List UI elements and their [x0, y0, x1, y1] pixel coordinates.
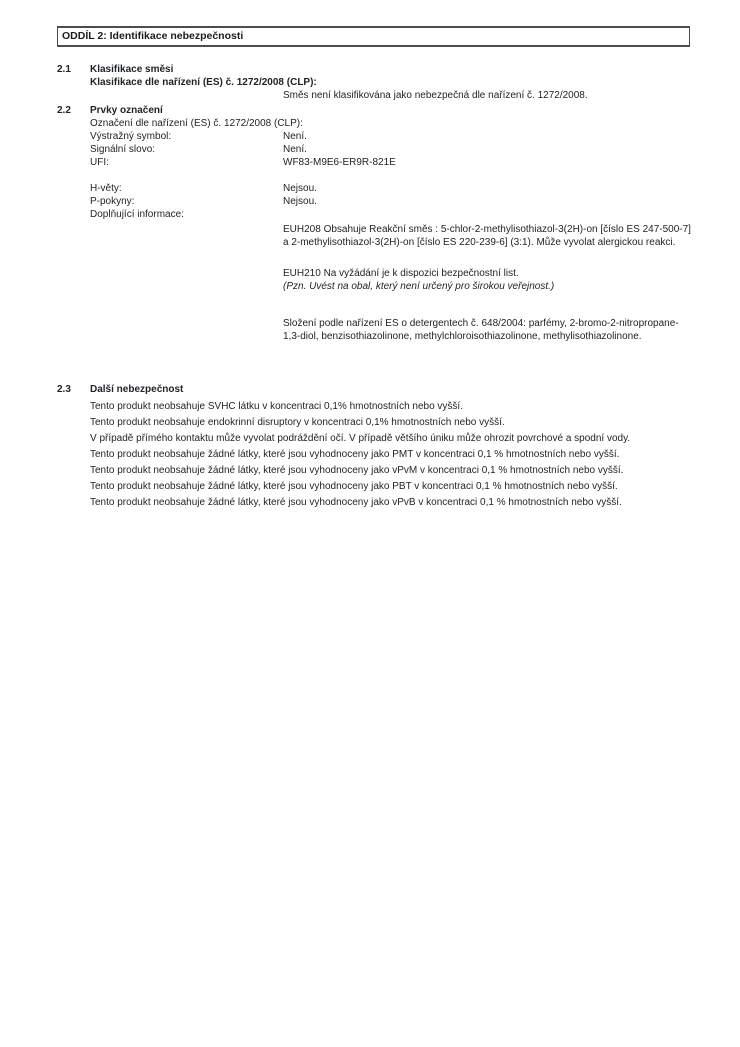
section-2-2-number: 2.2 [57, 105, 71, 116]
section-2-header-title: ODDÍL 2: Identifikace nebezpečnosti [62, 30, 244, 42]
section-2-3 [57, 383, 690, 511]
field-label: UFI: [90, 157, 109, 168]
section-2-1-subtitle: Klasifikace dle nařízení (ES) č. 1272/2008 (CLP): [90, 77, 317, 88]
field-row-ufi [90, 156, 690, 169]
field-value [283, 208, 690, 221]
paragraph-euh210 [283, 267, 695, 293]
section-2-2-body [90, 104, 690, 130]
other-hazards-line: Tento produkt neobsahuje endokrinní disruptory v koncentraci 0,1% hmotnostních nebo vyšší. [90, 417, 505, 428]
field-row-p-statements [90, 195, 690, 208]
field-row-additional-info [90, 208, 690, 221]
field-value: Není. [283, 131, 307, 142]
paragraph-euh208: EUH208 Obsahuje Reakční směs : 5-chlor-2-methylisothiazol-3(2H)-on [číslo ES 247-500-7] a 2-methylisothiazol-3(2H)-on [číslo ES 220-239-6] (3:1). Může vyvolat alergickou reakci. [283, 224, 691, 248]
field-label: Doplňující informace: [90, 209, 184, 220]
other-hazards-line: Tento produkt neobsahuje žádné látky, které jsou vyhodnoceny jako PMT v koncentraci 0,1 % hmotnostních nebo vyšší. [90, 449, 620, 460]
section-2-1-heading-row [57, 63, 690, 89]
field-label: H-věty: [90, 183, 122, 194]
section-2-2 [57, 104, 690, 343]
field-value: Nejsou. [283, 196, 317, 207]
field-row-warning-symbol [90, 130, 690, 143]
other-hazards-line: Tento produkt neobsahuje SVHC látku v koncentraci 0,1% hmotnostních nebo vyšší. [90, 401, 463, 412]
section-2-2-title: Prvky označení [90, 105, 163, 116]
classification-statement: Směs není klasifikována jako nebezpečná dle nařízení č. 1272/2008. [283, 90, 588, 101]
field-label: P-pokyny: [90, 196, 135, 207]
other-hazards-line: Tento produkt neobsahuje žádné látky, které jsou vyhodnoceny jako PBT v koncentraci 0,1 % hmotnostních nebo vyšší. [90, 481, 618, 492]
section-2-3-body [90, 383, 690, 396]
section-2-3-heading-row [57, 383, 690, 396]
section-2-1-body [90, 63, 690, 89]
section-2-header-bar [57, 26, 690, 47]
euh210-statement: EUH210 Na vyžádání je k dispozici bezpečnostní list. [283, 268, 519, 279]
section-2-2-subtitle: Označení dle nařízení (ES) č. 1272/2008 (CLP): [90, 118, 303, 129]
other-hazards-line: Tento produkt neobsahuje žádné látky, které jsou vyhodnoceny jako vPvB v koncentraci 0,1 % hmotnostních nebo vyšší. [90, 497, 622, 508]
field-row-h-statements [90, 182, 690, 195]
field-row-signal-word [90, 143, 690, 156]
page-content [57, 26, 690, 511]
other-hazards-line: Tento produkt neobsahuje žádné látky, které jsou vyhodnoceny jako vPvM v koncentraci 0,1 % hmotnostních nebo vyšší. [90, 465, 624, 476]
field-value: Není. [283, 144, 307, 155]
field-label: Výstražný symbol: [90, 131, 172, 142]
field-value: Nejsou. [283, 183, 317, 194]
section-2-1-number: 2.1 [57, 64, 71, 75]
other-hazards-list [90, 399, 690, 511]
section-2-1 [57, 63, 690, 102]
other-hazards-line: V případě přímého kontaktu může vyvolat podráždění očí. V případě většího úniku může ohrozit povrchové a spodní vody. [90, 433, 631, 444]
section-2-2-heading-row [57, 104, 690, 130]
field-value: WF83-M9E6-ER9R-821E [283, 157, 396, 168]
paragraph-detergent-composition: Složení podle nařízení ES o detergentech č. 648/2004: parfémy, 2-bromo-2-nitropropane-1,3-diol, benzisothiazolinone, methylchloroisothiazolinone, methylisothiazolinone. [283, 318, 679, 342]
euh210-note: (Pzn. Uvést na obal, který není určený pro širokou veřejnost.) [283, 281, 555, 292]
section-2-3-title: Další nebezpečnost [90, 384, 184, 395]
section-2-1-title: Klasifikace směsi [90, 64, 174, 75]
field-label: Signální slovo: [90, 144, 156, 155]
section-2-3-number: 2.3 [57, 384, 71, 395]
